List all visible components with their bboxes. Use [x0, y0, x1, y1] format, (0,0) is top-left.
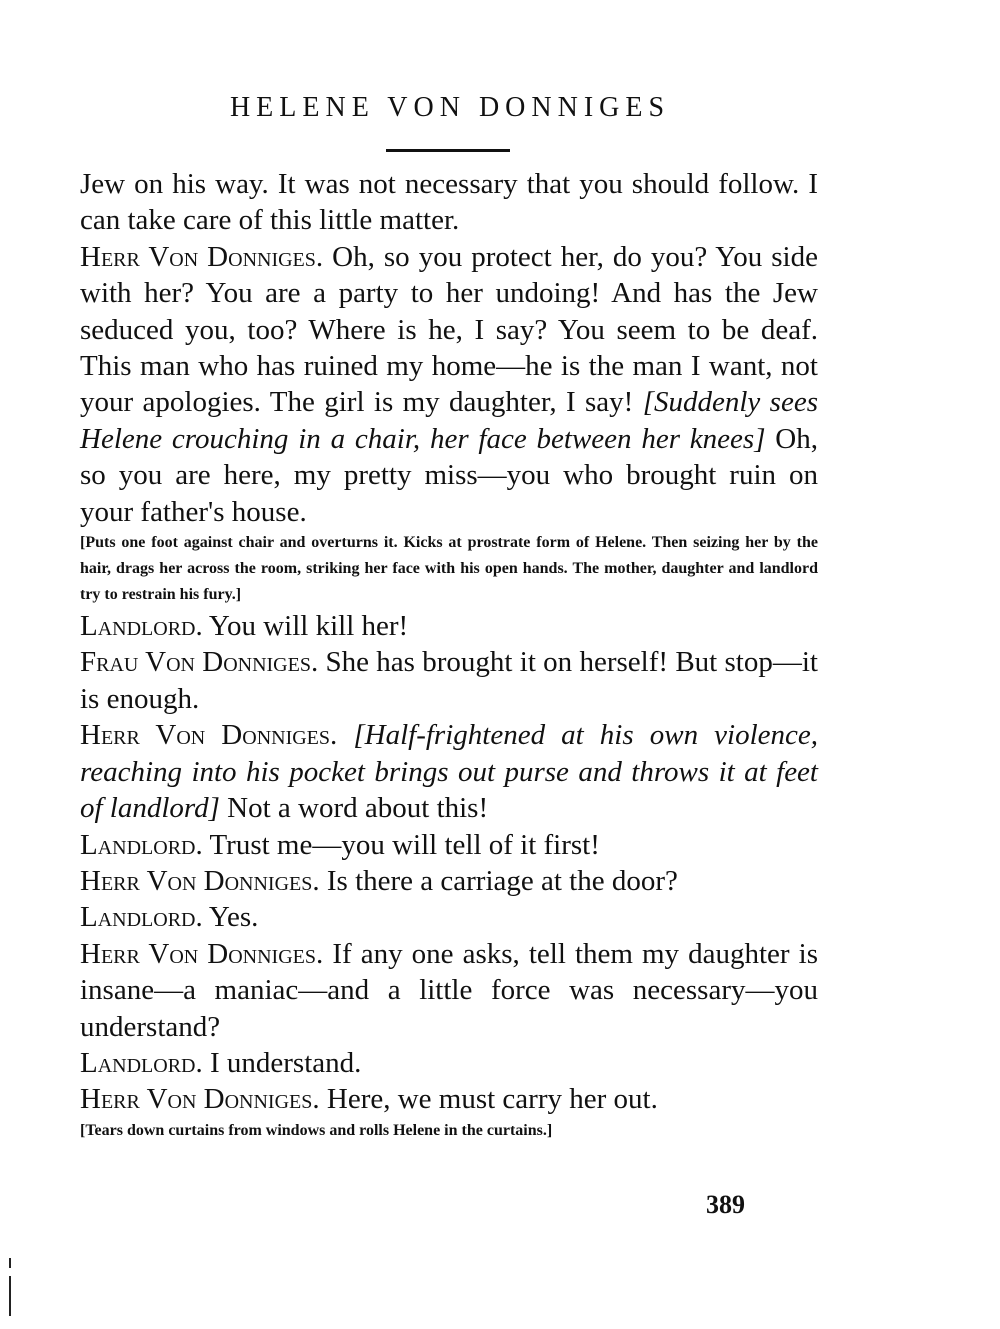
speaker-name: Herr Von Donniges. [80, 864, 320, 897]
speech-text: Is there a carriage at the door? [319, 864, 678, 897]
speaker-name: Landlord. [80, 901, 203, 934]
speech-text: Oh, so you protect her, do you? You side with her? You are a party to her undoing! And has the Jew seduced you, too? Where is he, I say? You seem to be deaf. This man who has ruined my home—he is the man I want, not your apologies. The girl is my daughter, I say! [80, 240, 818, 419]
speaker-name: Herr Von Donniges. [80, 719, 338, 752]
speech-text: Trust me—you will tell of it first! [202, 828, 600, 861]
speech-text: Oh, so you are here, my pretty miss—you who brought ruin on your father's house. [80, 422, 818, 528]
speech-text: Yes. [202, 901, 259, 934]
dialogue-line [80, 1045, 818, 1081]
play-text [80, 166, 818, 1144]
speaker-name: Landlord. [80, 1046, 203, 1079]
speech-text: I understand. [202, 1046, 362, 1079]
dialogue-continuation: Jew on his way. It was not necessary that you should follow. I can take care of this little matter. [80, 168, 818, 237]
speaker-name: Landlord. [80, 610, 203, 643]
dialogue-line [80, 644, 818, 717]
dialogue-line [80, 717, 818, 826]
dialogue-line [80, 863, 818, 899]
stage-direction-inline: [Half-frightened at his own violence, reaching into his pocket brings out purse and throws it at feet of landlord] [80, 719, 818, 825]
stage-direction: [Puts one foot against chair and overturns it. Kicks at prostrate form of Helene. Then seizing her by the hair, drags her across the room, striking her face with his open hands. The mother, daughter and landlord try to restrain his fury.] [80, 534, 818, 604]
speech-text: You will kill her! [202, 610, 409, 643]
stage-direction-inline: [Suddenly sees Helene crouching in a chair, her face between her knees] [80, 386, 818, 455]
speech-text: Here, we must carry her out. [319, 1083, 658, 1116]
dialogue-line [80, 239, 818, 530]
page-number: 389 [706, 1190, 745, 1219]
dialogue-line [80, 608, 818, 644]
speech-text: She has brought it on herself! But stop—it is enough. [80, 646, 818, 715]
speaker-name: Landlord. [80, 828, 203, 861]
stage-direction: [Tears down curtains from windows and rolls Helene in the curtains.] [80, 1121, 553, 1139]
header-rule [386, 149, 510, 152]
dialogue-line [80, 827, 818, 863]
speech-text: If any one asks, tell them my daughter is insane—a maniac—and a little force was necessary—you understand? [80, 937, 818, 1043]
running-header: HELENE VON DONNIGES [229, 92, 671, 123]
speech-text: Not a word about this! [219, 792, 489, 825]
dialogue-line [80, 1081, 818, 1117]
speaker-name: Frau Von Donniges. [80, 646, 319, 679]
speaker-name: Herr Von Donniges. [80, 937, 324, 970]
scan-margin-mark [9, 1276, 11, 1316]
scan-margin-mark [9, 1258, 11, 1268]
speaker-name: Herr Von Donniges. [80, 1083, 320, 1116]
speaker-name: Herr Von Donniges. [80, 240, 324, 273]
dialogue-line [80, 899, 818, 935]
dialogue-line [80, 936, 818, 1045]
